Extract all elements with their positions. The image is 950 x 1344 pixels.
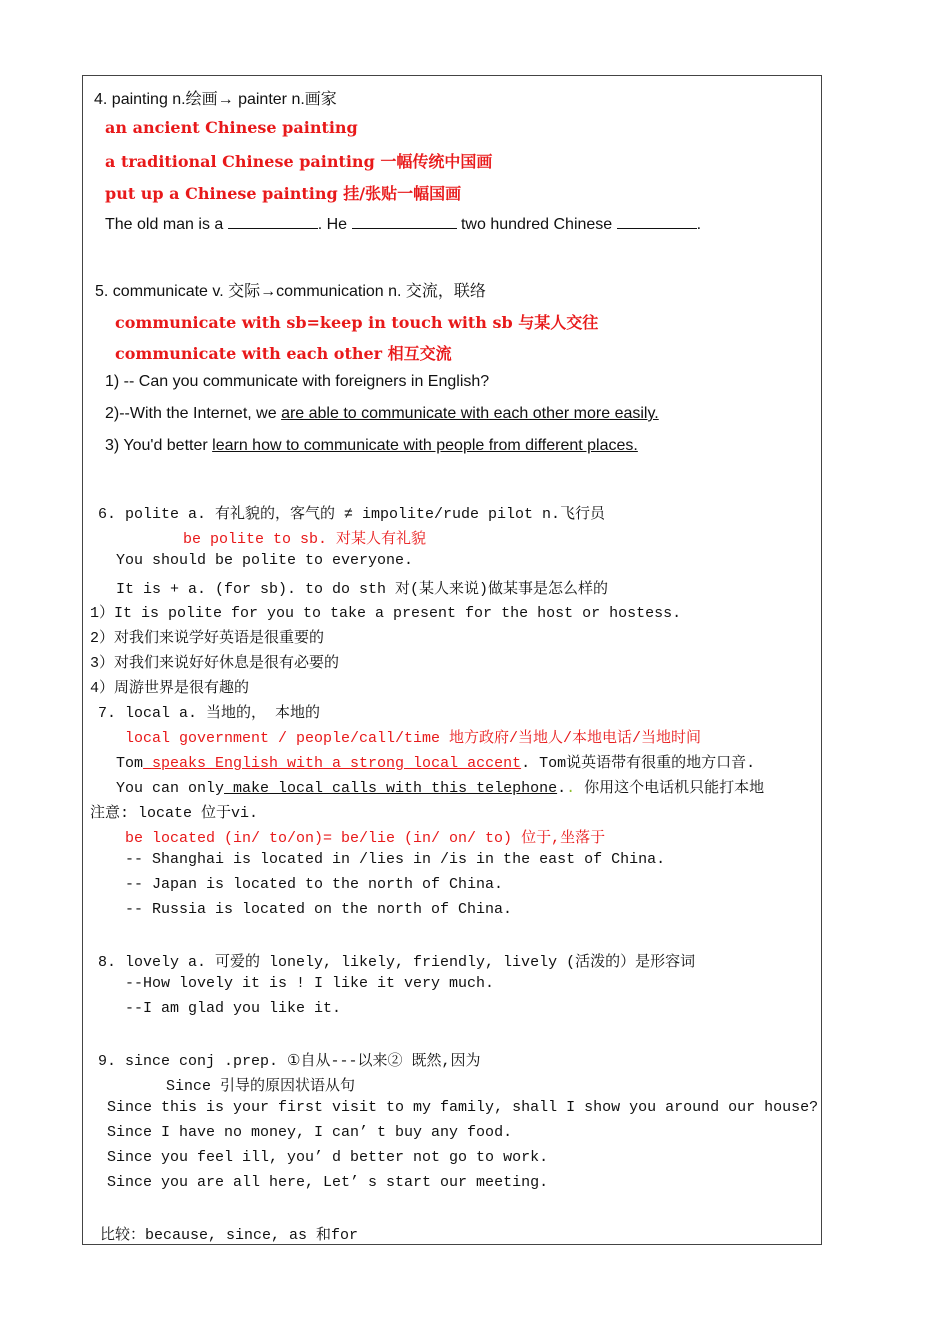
s7-heading: 7. local a. 当地的， 本地的: [98, 705, 321, 722]
s5-q3-underlined: learn how to communicate with people from different places.: [212, 437, 638, 454]
s7-line-4: -- Japan is located to the north of China.: [125, 876, 504, 893]
fill-blank-2: [352, 214, 457, 229]
s7-l2-lead: You can only: [116, 780, 225, 797]
s9-line-1: Since this is your first visit to my family, shall I show you around our house?: [107, 1099, 819, 1116]
s5-question-3: [105, 437, 638, 455]
s4-example-3: put up a Chinese painting 挂/张贴一幅国画: [105, 184, 462, 203]
s5-example-2: communicate with each other 相互交流: [115, 344, 452, 363]
s7-l2-period: .: [557, 780, 567, 797]
s5-q2-lead: 2)--With the Internet, we: [105, 405, 282, 422]
s8-line-1: --How lovely it is ! I like it very much.: [125, 975, 495, 992]
s9-line-2: Since I have no money, I can’ t buy any food.: [107, 1124, 513, 1141]
s7-note: 注意: locate 位于vi.: [90, 805, 259, 822]
s6-line-1: You should be polite to everyone.: [116, 552, 414, 569]
s8-line-2: --I am glad you like it.: [125, 1000, 342, 1017]
s4-fill-sentence: [105, 214, 701, 234]
s9-line-4: Since you are all here, Let’ s start our meeting.: [107, 1174, 549, 1191]
s4-fill-part-c: two hundred Chinese: [456, 216, 617, 233]
s4-fill-part-a: The old man is a: [105, 216, 228, 233]
s6-line-6: 4）周游世界是很有趣的: [90, 680, 250, 697]
s4-heading: 4. painting n.绘画→ painter n.画家: [94, 91, 337, 108]
s5-question-1: 1) -- Can you communicate with foreigners in English?: [105, 373, 490, 390]
s4-fill-part-d: .: [696, 216, 702, 233]
s7-example-2: be located (in/ to/on)= be/lie (in/ on/ to) 位于,坐落于: [125, 830, 606, 847]
s7-l1-underlined: speaks English with a strong local accent: [143, 755, 522, 772]
s7-line-2: [116, 776, 764, 797]
s5-question-2: [105, 405, 659, 423]
s9-line-3: Since you feel ill, you’ d better not go to work.: [107, 1149, 549, 1166]
s7-l2-underlined: make local calls with this telephone: [224, 780, 558, 797]
s7-l2-tail: 你用这个电话机只能打本地: [575, 780, 765, 797]
s6-example-1: be polite to sb. 对某人有礼貌: [183, 531, 427, 548]
s5-q3-lead: 3) You'd better: [105, 437, 213, 454]
s7-l1-tail: . Tom说英语带有很重的地方口音.: [521, 755, 756, 772]
s6-line-5: 3）对我们来说好好休息是很有必要的: [90, 655, 340, 672]
fill-blank-3: [617, 214, 697, 229]
s4-example-1: an ancient Chinese painting: [105, 118, 358, 137]
s4-example-2: a traditional Chinese painting 一幅传统中国画: [105, 152, 493, 171]
s5-q2-underlined: are able to communicate with each other more easily.: [281, 405, 659, 422]
s5-example-1: communicate with sb=keep in touch with sb 与某人交往: [115, 313, 599, 332]
s7-line-1: [116, 751, 755, 772]
s9-heading: 9. since conj .prep. ①自从---以来② 既然,因为: [98, 1053, 481, 1070]
s7-example-1: local government / people/call/time 地方政府/当地人/本地电话/当地时间: [125, 730, 702, 747]
s7-line-3: -- Shanghai is located in /lies in /is in the east of China.: [125, 851, 666, 868]
s4-fill-part-b: . He: [317, 216, 352, 233]
s6-line-4: 2）对我们来说学好英语是很重要的: [90, 630, 325, 647]
s7-l1-lead: Tom: [116, 755, 144, 772]
s6-line-3: 1）It is polite for you to take a present for the host or hostess.: [90, 605, 682, 622]
s6-heading: 6. polite a. 有礼貌的，客气的 ≠ impolite/rude pilot n.飞行员: [98, 506, 606, 523]
s5-heading: 5. communicate v. 交际→communication n. 交流，联络: [95, 283, 486, 300]
s9-subheading: Since 引导的原因状语从句: [166, 1078, 356, 1095]
s8-heading: 8. lovely a. 可爱的 lonely, likely, friendly, lively (活泼的）是形容词: [98, 954, 696, 971]
s6-line-2: It is + a. (for sb). to do sth 对(某人来说)做某事是怎么样的: [116, 581, 609, 598]
s7-line-5: -- Russia is located on the north of China.: [125, 901, 513, 918]
s7-l2-green-dot: .: [566, 780, 576, 797]
compare-line: 比较：because, since, as 和for: [100, 1227, 359, 1244]
fill-blank-1: [228, 214, 318, 229]
